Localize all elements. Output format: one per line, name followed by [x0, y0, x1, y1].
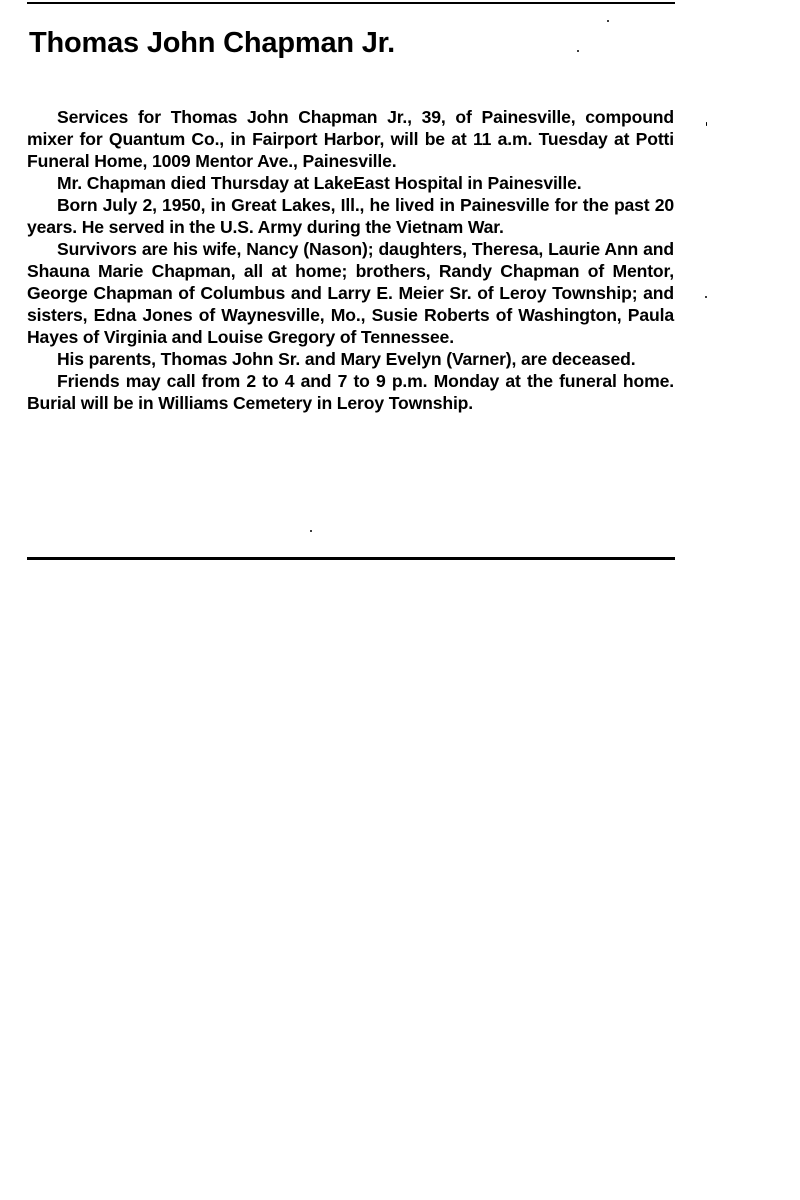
- scan-speck: [577, 50, 579, 52]
- scan-speck: [310, 530, 312, 532]
- bottom-rule: [27, 557, 675, 560]
- paragraph-death: Mr. Chapman died Thursday at LakeEast Hospital in Painesville.: [57, 173, 582, 193]
- scan-speck: [706, 122, 707, 126]
- paragraph-visitation: Friends may call from 2 to 4 and 7 to 9 p.m. Monday at the funeral home. Burial will be in Williams Cemetery in Leroy Township.: [27, 371, 674, 413]
- top-rule: [27, 2, 675, 4]
- paragraph-survivors: Survivors are his wife, Nancy (Nason); daughters, Theresa, Laurie Ann and Shauna Marie Chapman, all at home; brothers, Randy Chapman of Mentor, George Chapman of Columbus and Larry E. Meier Sr. of Leroy Township; and sisters, Edna Jones of Waynesville, Mo., Susie Roberts of Washington, Paula Hayes of Virginia and Louise Gregory of Tennessee.: [27, 239, 674, 347]
- obituary-body: [27, 106, 674, 414]
- scan-speck: [705, 296, 707, 298]
- scan-speck: [607, 20, 609, 22]
- obituary-headline: Thomas John Chapman Jr.: [29, 27, 396, 59]
- paragraph-services: Services for Thomas John Chapman Jr., 39, of Painesville, compound mixer for Quantum Co., in Fairport Harbor, will be at 11 a.m. Tuesday at Potti Funeral Home, 1009 Mentor Ave., Painesville.: [27, 107, 674, 171]
- paragraph-parents: His parents, Thomas John Sr. and Mary Evelyn (Varner), are deceased.: [57, 349, 636, 369]
- paragraph-biography: Born July 2, 1950, in Great Lakes, Ill., he lived in Painesville for the past 20 years. He served in the U.S. Army during the Vietnam War.: [27, 195, 674, 237]
